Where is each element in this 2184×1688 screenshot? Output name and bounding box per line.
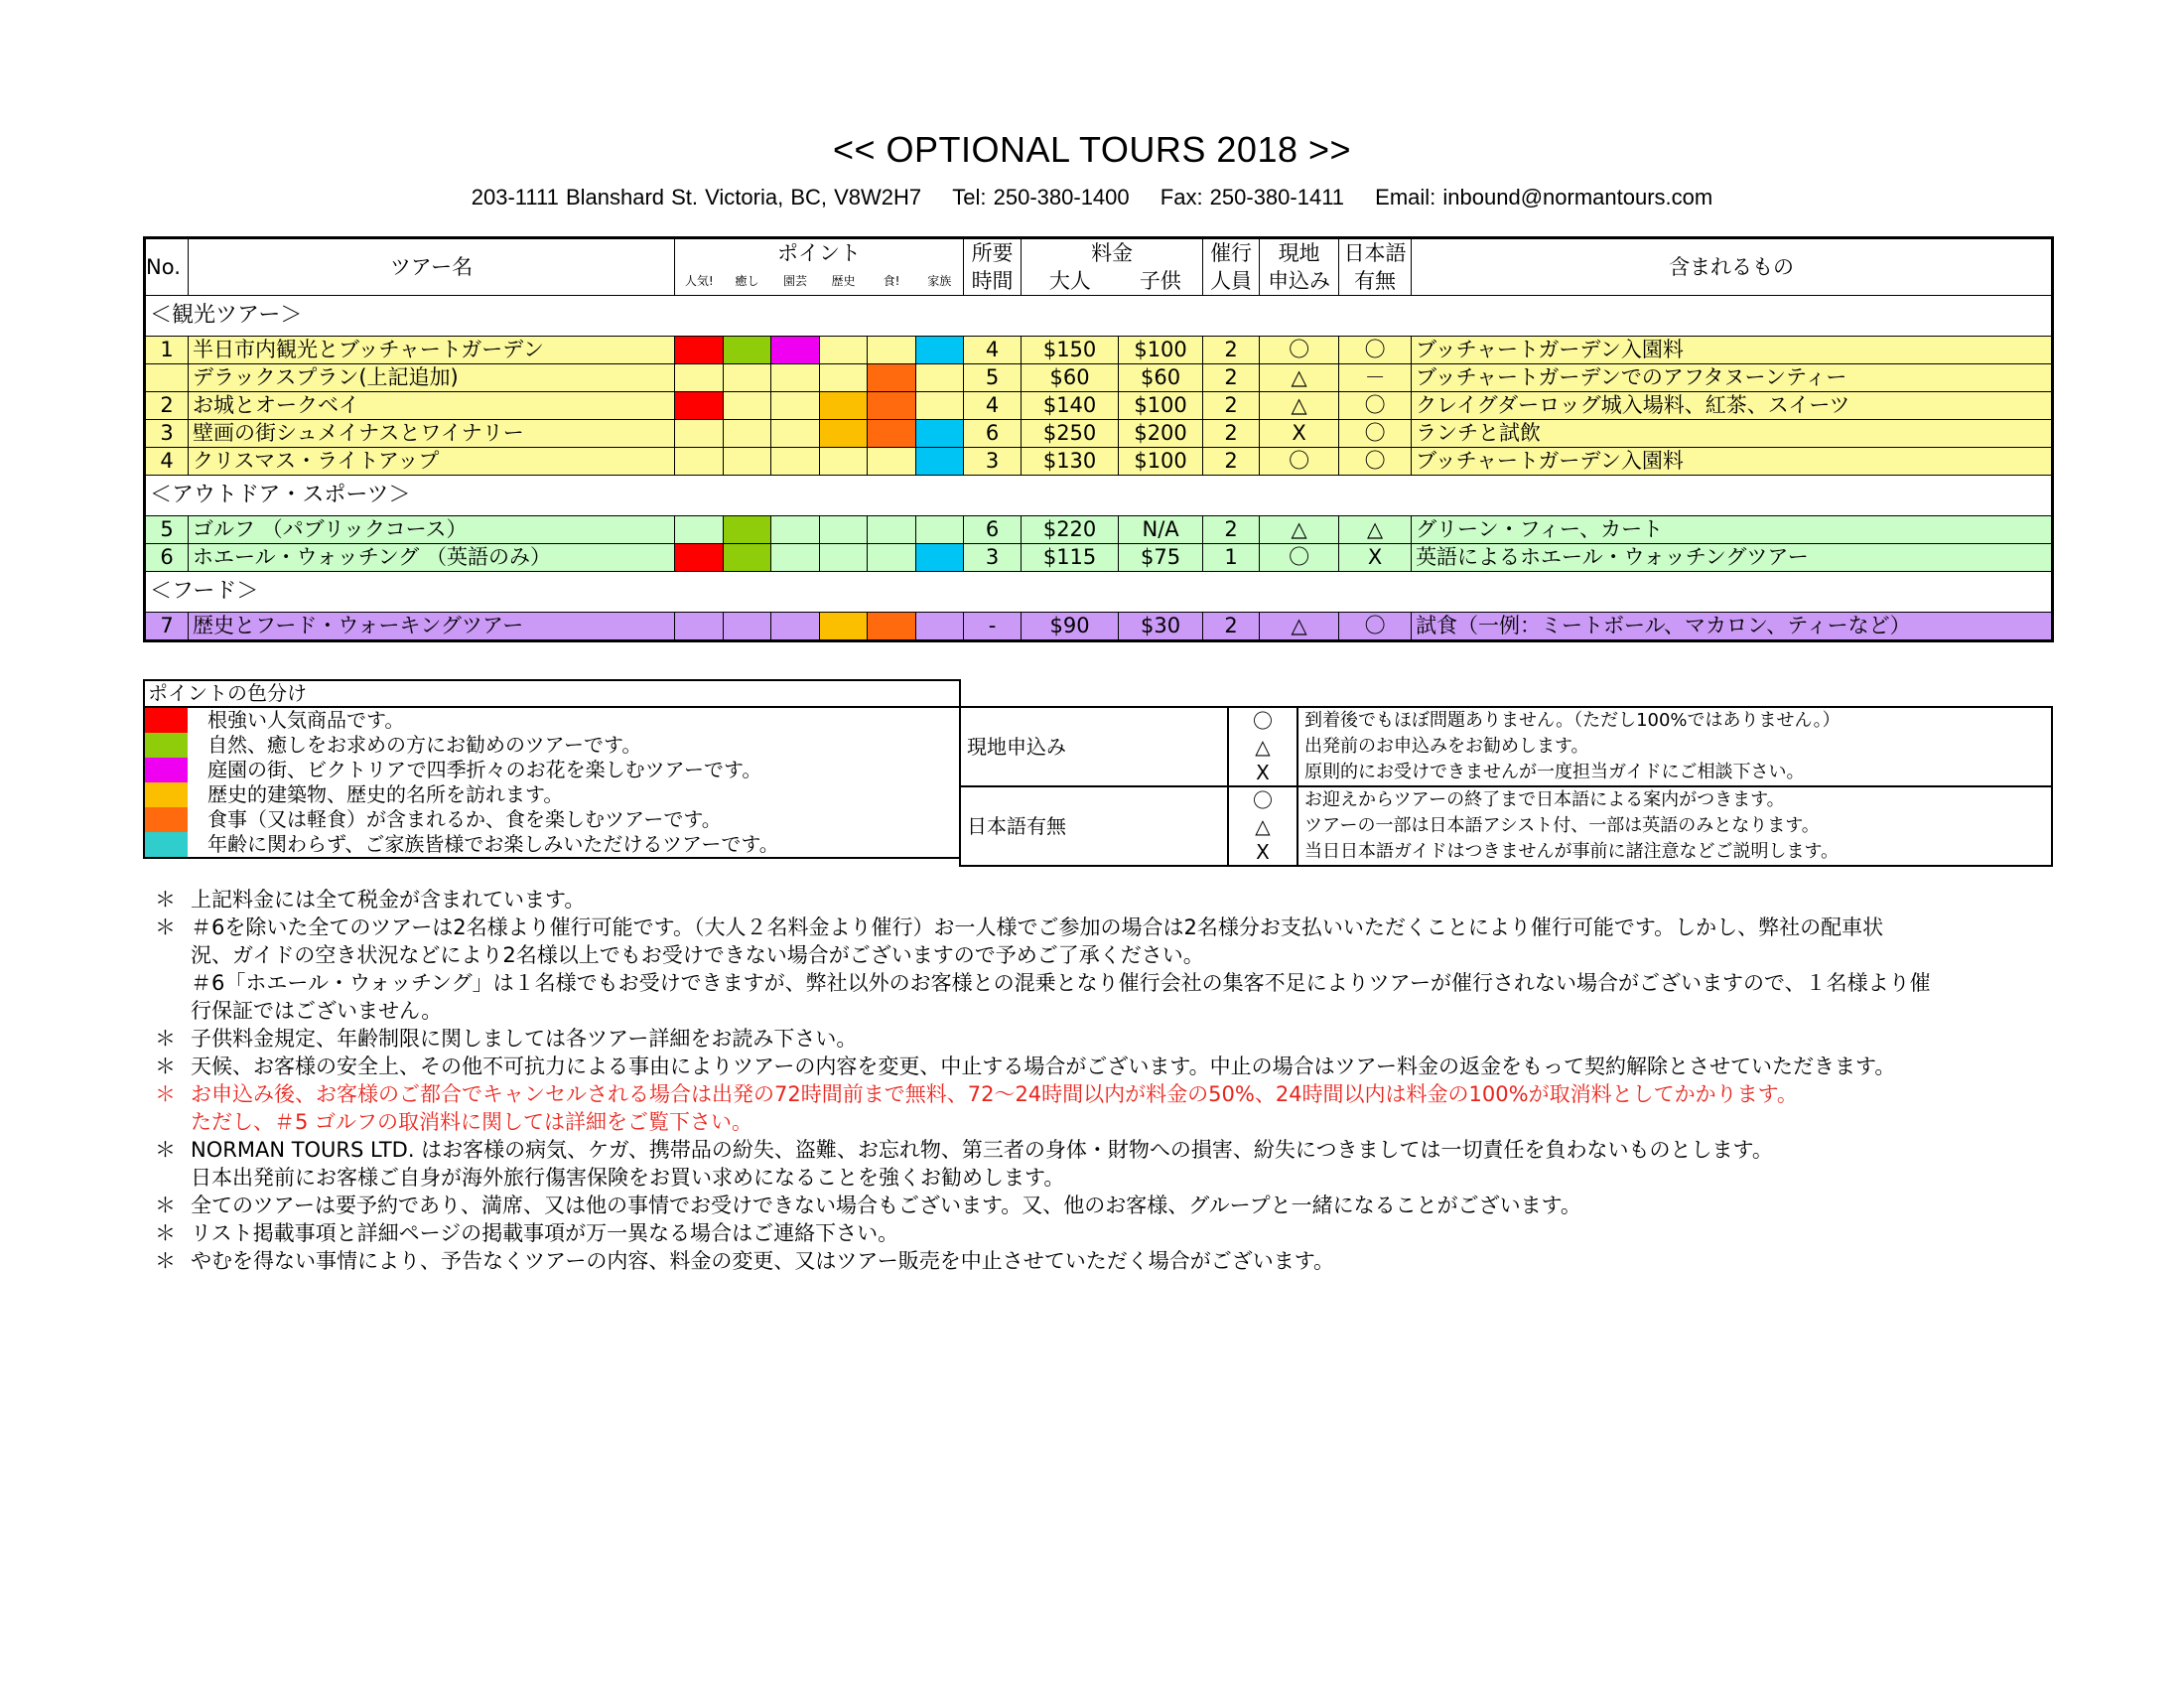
point-empty xyxy=(916,392,964,420)
tour-included: 英語によるホエール・ウォッチングツアー xyxy=(1412,544,2053,572)
point-swatch-cyan xyxy=(916,448,964,476)
tour-adult-price: $130 xyxy=(1022,448,1119,476)
tour-row xyxy=(145,392,2053,420)
info-symbol: 〇 xyxy=(1228,786,1297,813)
tour-name: ゴルフ （パブリックコース） xyxy=(189,516,675,544)
point-label: 人気! xyxy=(675,267,724,296)
point-empty xyxy=(868,448,916,476)
info-description: 原則的にお受けできませんが一度担当ガイドにご相談下さい。 xyxy=(1297,760,2052,786)
category-label: ＜アウトドア・スポーツ＞ xyxy=(145,476,2053,516)
tour-min-people: 2 xyxy=(1203,420,1260,448)
point-empty xyxy=(724,420,771,448)
point-swatch-red xyxy=(675,544,724,572)
note-body xyxy=(191,1192,2061,1219)
info-symbol: △ xyxy=(1228,813,1297,839)
bullet-asterisk: ＊ xyxy=(155,1027,176,1051)
tour-name: 半日市内観光とブッチャートガーデン xyxy=(189,337,675,364)
legend-text: 根強い人気商品です。 xyxy=(207,708,405,732)
legend-swatch-green xyxy=(144,733,188,758)
tour-included: 試食（一例：ミートボール、マカロン、ティーなど） xyxy=(1412,613,2053,641)
info-symbol: X xyxy=(1228,760,1297,786)
tour-row xyxy=(145,516,2053,544)
tour-name: 歴史とフード・ウォーキングツアー xyxy=(189,613,675,641)
note-body xyxy=(191,1053,2061,1080)
point-swatch-green xyxy=(724,544,771,572)
tour-onsite: △ xyxy=(1260,613,1339,641)
tour-child-price: N/A xyxy=(1119,516,1203,544)
tour-onsite: 〇 xyxy=(1260,544,1339,572)
tour-min-people: 2 xyxy=(1203,613,1260,641)
legend-item xyxy=(144,733,960,758)
legend-text: 庭園の街、ビクトリアで四季折々のお花を楽しむツアーです。 xyxy=(207,758,762,781)
category-label: ＜観光ツアー＞ xyxy=(145,296,2053,337)
point-empty xyxy=(724,364,771,392)
point-empty xyxy=(675,420,724,448)
tour-onsite: △ xyxy=(1260,364,1339,392)
note-line: お申込み後、お客様のご都合でキャンセルされる場合は出発の72時間前まで無料、72～24時間以内が料金の50%、24時間以内は料金の100%が取消料としてかかります。 xyxy=(191,1082,1798,1106)
category-label: ＜フード＞ xyxy=(145,572,2053,613)
point-swatch-yellow xyxy=(820,420,868,448)
bullet-asterisk: ＊ xyxy=(155,1249,176,1273)
tour-adult-price: $90 xyxy=(1022,613,1119,641)
point-label: 癒し xyxy=(735,274,759,288)
col-child: 子供 xyxy=(1119,267,1203,296)
legend-text: 歴史的建築物、歴史的名所を訪れます。 xyxy=(207,782,564,806)
tour-no: 6 xyxy=(145,544,189,572)
note-line: 日本出発前にお客様ご自身が海外旅行傷害保険をお買い求めになることを強くお勧めします。 xyxy=(191,1166,1065,1190)
legend-item xyxy=(144,707,960,733)
tour-japanese: － xyxy=(1339,364,1412,392)
point-empty xyxy=(724,613,771,641)
tour-hours: 3 xyxy=(964,448,1022,476)
tour-child-price: $100 xyxy=(1119,448,1203,476)
legend-item xyxy=(144,782,960,807)
bullet-asterisk: ＊ xyxy=(155,1138,176,1162)
legend-swatch-red xyxy=(144,707,188,733)
info-description: 出発前のお申込みをお勧めします。 xyxy=(1304,736,1589,757)
tour-onsite: △ xyxy=(1260,516,1339,544)
tour-min-people: 2 xyxy=(1203,448,1260,476)
tour-child-price: $100 xyxy=(1119,392,1203,420)
tour-adult-price: $60 xyxy=(1022,364,1119,392)
legend-swatch-teal xyxy=(144,832,188,858)
point-swatch-green xyxy=(724,516,771,544)
col-duration: 所要 xyxy=(964,238,1022,268)
point-label: 食! xyxy=(883,274,900,288)
tour-adult-price: $220 xyxy=(1022,516,1119,544)
col-points: ポイント xyxy=(675,238,964,268)
note-line: やむを得ない事情により、予告なくツアーの内容、料金の変更、又はツアー販売を中止させていただく場合がございます。 xyxy=(191,1249,1335,1273)
tour-onsite: 〇 xyxy=(1260,337,1339,364)
legend-item xyxy=(144,832,960,858)
legend-text: 食事（又は軽食）が含まれるか、食を楽しむツアーです。 xyxy=(207,807,722,831)
legend-text: 自然、癒しをお求めの方にお勧めのツアーです。 xyxy=(207,733,642,757)
legend-text: 年齢に関わらず、ご家族皆様でお楽しみいただけるツアーです。 xyxy=(207,832,779,856)
tour-row xyxy=(145,420,2053,448)
address: 203-1111 Blanshard St. Victoria, BC, V8W2H7 xyxy=(471,185,922,210)
tour-min-people: 1 xyxy=(1203,544,1260,572)
point-empty xyxy=(916,516,964,544)
note-body xyxy=(191,1136,2061,1192)
point-swatch-orange xyxy=(868,613,916,641)
tour-included: グリーン・フィー、カート xyxy=(1412,516,2053,544)
tour-onsite: △ xyxy=(1260,392,1339,420)
note-item xyxy=(155,1053,2061,1080)
info-symbol: 〇 xyxy=(1228,707,1297,734)
tour-row xyxy=(145,448,2053,476)
tour-adult-price: $140 xyxy=(1022,392,1119,420)
tour-min-people: 2 xyxy=(1203,516,1260,544)
point-empty xyxy=(820,448,868,476)
point-label: 園芸 xyxy=(782,274,807,288)
tour-name: お城とオークベイ xyxy=(189,392,675,420)
tour-no: 4 xyxy=(145,448,189,476)
col-no: No. xyxy=(145,238,189,296)
bullet-asterisk: ＊ xyxy=(155,1221,176,1245)
tour-name: クリスマス・ライトアップ xyxy=(189,448,675,476)
point-empty xyxy=(771,420,820,448)
col-name: ツアー名 xyxy=(189,238,675,296)
tour-onsite: X xyxy=(1260,420,1339,448)
note-body xyxy=(191,886,2061,914)
note-line: NORMAN TOURS LTD. はお客様の病気、ケガ、携帯品の紛失、盗難、お忘れ物、第三者の身体・財物への損害、紛失につきましては一切責任を負わないものとします。 xyxy=(191,1138,1773,1162)
col-duration-2: 時間 xyxy=(964,267,1022,296)
note-item xyxy=(155,886,2061,914)
point-empty xyxy=(820,337,868,364)
tour-min-people: 2 xyxy=(1203,392,1260,420)
tour-no: 2 xyxy=(145,392,189,420)
note-item xyxy=(155,1247,2061,1275)
point-swatch-cyan xyxy=(916,420,964,448)
point-empty xyxy=(724,448,771,476)
email: Email: inbound@normantours.com xyxy=(1375,185,1713,210)
bullet-asterisk: ＊ xyxy=(155,1082,176,1106)
note-line: ただし、＃5 ゴルフの取消料に関しては詳細をご覧下さい。 xyxy=(191,1110,753,1134)
note-body xyxy=(191,1247,2061,1275)
point-empty xyxy=(771,516,820,544)
point-empty xyxy=(820,516,868,544)
note-line: 況、ガイドの空き状況などにより2名様以上でもお受けできない場合がございますので予めご了承ください。 xyxy=(191,943,1204,967)
tour-hours: 3 xyxy=(964,544,1022,572)
point-swatch-orange xyxy=(868,420,916,448)
point-swatch-yellow xyxy=(820,392,868,420)
point-empty xyxy=(675,516,724,544)
info-symbol: X xyxy=(1228,839,1297,866)
point-empty xyxy=(675,448,724,476)
point-empty xyxy=(771,544,820,572)
note-body xyxy=(191,914,2061,1025)
category-row xyxy=(145,476,2053,516)
point-swatch-orange xyxy=(868,364,916,392)
availability-table xyxy=(959,706,2053,867)
point-swatch-red xyxy=(675,392,724,420)
info-label: 現地申込み xyxy=(960,707,1228,786)
note-item xyxy=(155,914,2061,1025)
tour-min-people: 2 xyxy=(1203,337,1260,364)
tour-row xyxy=(145,364,2053,392)
tour-included: クレイグダーロッグ城入場料、紅茶、スイーツ xyxy=(1412,392,2053,420)
page-title: << OPTIONAL TOURS 2018 >> xyxy=(832,129,1352,170)
legend-swatch-yellow xyxy=(144,782,188,807)
note-item xyxy=(155,1219,2061,1247)
tour-japanese: △ xyxy=(1339,516,1412,544)
info-description: ツアーの一部は日本語アシスト付、一部は英語のみとなります。 xyxy=(1304,815,1820,836)
tour-included: ランチと試飲 xyxy=(1412,420,2053,448)
point-empty xyxy=(820,544,868,572)
bullet-asterisk: ＊ xyxy=(155,915,176,939)
note-item xyxy=(155,1136,2061,1192)
info-label: 日本語有無 xyxy=(960,786,1228,866)
point-swatch-magenta xyxy=(771,337,820,364)
note-item xyxy=(155,1080,2061,1136)
tour-child-price: $100 xyxy=(1119,337,1203,364)
col-jp-2: 有無 xyxy=(1339,267,1412,296)
point-empty xyxy=(771,613,820,641)
bullet-asterisk: ＊ xyxy=(155,1055,176,1078)
point-swatch-cyan xyxy=(916,544,964,572)
tour-included: ブッチャートガーデン入園料 xyxy=(1412,448,2053,476)
col-min: 催行 xyxy=(1203,238,1260,268)
note-line: 行保証ではございません。 xyxy=(191,999,443,1023)
tour-name: ホエール・ウォッチング （英語のみ） xyxy=(189,544,675,572)
tour-japanese: 〇 xyxy=(1339,420,1412,448)
note-line: 上記料金には全て税金が含まれています。 xyxy=(191,888,586,912)
tour-min-people: 2 xyxy=(1203,364,1260,392)
legend-item xyxy=(144,807,960,832)
point-empty xyxy=(868,337,916,364)
tour-adult-price: $115 xyxy=(1022,544,1119,572)
col-included: 含まれるもの xyxy=(1412,238,2053,296)
point-empty xyxy=(724,392,771,420)
note-line: 天候、お客様の安全上、その他不可抗力による事由によりツアーの内容を変更、中止する場合がございます。中止の場合はツアー料金の返金をもって契約解除とさせていただきます。 xyxy=(191,1055,1896,1078)
point-empty xyxy=(771,364,820,392)
point-swatch-green xyxy=(724,337,771,364)
tour-child-price: $30 xyxy=(1119,613,1203,641)
tour-hours: 4 xyxy=(964,337,1022,364)
point-swatch-orange xyxy=(868,392,916,420)
note-line: 全てのツアーは要予約であり、満席、又は他の事情でお受けできない場合もございます。又、他のお客様、グループと一緒になることがございます。 xyxy=(191,1194,1581,1217)
bullet-asterisk: ＊ xyxy=(155,1194,176,1217)
tour-hours: - xyxy=(964,613,1022,641)
point-swatch-red xyxy=(675,337,724,364)
phone: Tel: 250-380-1400 xyxy=(952,185,1130,210)
tour-hours: 5 xyxy=(964,364,1022,392)
info-description: お迎えからツアーの終了まで日本語による案内がつきます。 xyxy=(1304,789,1785,810)
note-item xyxy=(155,1192,2061,1219)
note-body xyxy=(191,1219,2061,1247)
point-empty xyxy=(771,448,820,476)
note-line: ＃6「ホエール・ウォッチング」は１名様でもお受けできますが、弊社以外のお客様との混乗となり催行会社の集客不足によりツアーが催行されない場合がございますので、１名様より催 xyxy=(191,971,1931,995)
info-description: 到着後でもほぼ問題ありません。（ただし100%ではありません。） xyxy=(1304,710,1841,731)
tour-adult-price: $150 xyxy=(1022,337,1119,364)
point-empty xyxy=(820,364,868,392)
point-label: 歴史 xyxy=(831,274,856,288)
point-empty xyxy=(868,516,916,544)
point-swatch-yellow xyxy=(820,613,868,641)
legend-title: ポイントの色分け xyxy=(144,680,960,707)
tour-japanese: 〇 xyxy=(1339,448,1412,476)
bullet-asterisk: ＊ xyxy=(155,888,176,912)
point-empty xyxy=(916,364,964,392)
color-legend xyxy=(143,679,961,859)
info-row xyxy=(960,786,2052,813)
note-line: 子供料金規定、年齢制限に関しましては各ツアー詳細をお読み下さい。 xyxy=(191,1027,858,1051)
tour-name: 壁画の街シュメイナスとワイナリー xyxy=(189,420,675,448)
tour-japanese: 〇 xyxy=(1339,392,1412,420)
tour-row xyxy=(145,337,2053,364)
col-onsite-2: 申込み xyxy=(1260,267,1339,296)
tour-name: デラックスプラン(上記追加) xyxy=(189,364,675,392)
tour-onsite: 〇 xyxy=(1260,448,1339,476)
tour-adult-price: $250 xyxy=(1022,420,1119,448)
tour-row xyxy=(145,613,2053,641)
point-empty xyxy=(916,613,964,641)
col-jp: 日本語 xyxy=(1339,238,1412,268)
tour-child-price: $60 xyxy=(1119,364,1203,392)
tour-hours: 6 xyxy=(964,420,1022,448)
tour-japanese: 〇 xyxy=(1339,337,1412,364)
tour-japanese: 〇 xyxy=(1339,613,1412,641)
legend-swatch-orange xyxy=(144,807,188,832)
info-description: 当日日本語ガイドはつきませんが事前に諸注意などご説明します。 xyxy=(1304,841,1840,862)
category-row xyxy=(145,296,2053,337)
note-line: リスト掲載事項と詳細ページの掲載事項が万一異なる場合はご連絡下さい。 xyxy=(191,1221,899,1245)
col-onsite: 現地 xyxy=(1260,238,1339,268)
note-item xyxy=(155,1025,2061,1053)
tours-table xyxy=(143,236,2054,642)
tour-child-price: $75 xyxy=(1119,544,1203,572)
tour-included: ブッチャートガーデン入園料 xyxy=(1412,337,2053,364)
legend-swatch-magenta xyxy=(144,758,188,782)
note-body xyxy=(191,1025,2061,1053)
tour-no: 1 xyxy=(145,337,189,364)
contact-info xyxy=(0,185,2184,211)
tour-row xyxy=(145,544,2053,572)
tour-hours: 6 xyxy=(964,516,1022,544)
point-swatch-cyan xyxy=(916,337,964,364)
col-adult: 大人 xyxy=(1022,267,1119,296)
notes-list xyxy=(155,886,2061,1275)
tour-child-price: $200 xyxy=(1119,420,1203,448)
tour-no: 3 xyxy=(145,420,189,448)
tour-japanese: X xyxy=(1339,544,1412,572)
point-empty xyxy=(868,544,916,572)
point-empty xyxy=(675,364,724,392)
note-body xyxy=(191,1080,2061,1136)
tour-included: ブッチャートガーデンでのアフタヌーンティー xyxy=(1412,364,2053,392)
fax: Fax: 250-380-1411 xyxy=(1160,185,1345,210)
note-line: ＃6を除いた全てのツアーは2名様より催行可能です。（大人２名料金より催行）お一人様でご参加の場合は2名様分お支払いいただくことにより催行可能です。しかし、弊社の配車状 xyxy=(191,915,1884,939)
tour-no xyxy=(145,364,189,392)
col-price: 料金 xyxy=(1022,238,1203,268)
point-empty xyxy=(771,392,820,420)
tour-no: 7 xyxy=(145,613,189,641)
tour-hours: 4 xyxy=(964,392,1022,420)
legend-item xyxy=(144,758,960,782)
info-row xyxy=(960,707,2052,734)
point-label: 家族 xyxy=(916,267,964,296)
col-min-2: 人員 xyxy=(1203,267,1260,296)
point-empty xyxy=(675,613,724,641)
tour-no: 5 xyxy=(145,516,189,544)
category-row xyxy=(145,572,2053,613)
header-row-1 xyxy=(145,238,2053,268)
info-symbol: △ xyxy=(1228,734,1297,760)
